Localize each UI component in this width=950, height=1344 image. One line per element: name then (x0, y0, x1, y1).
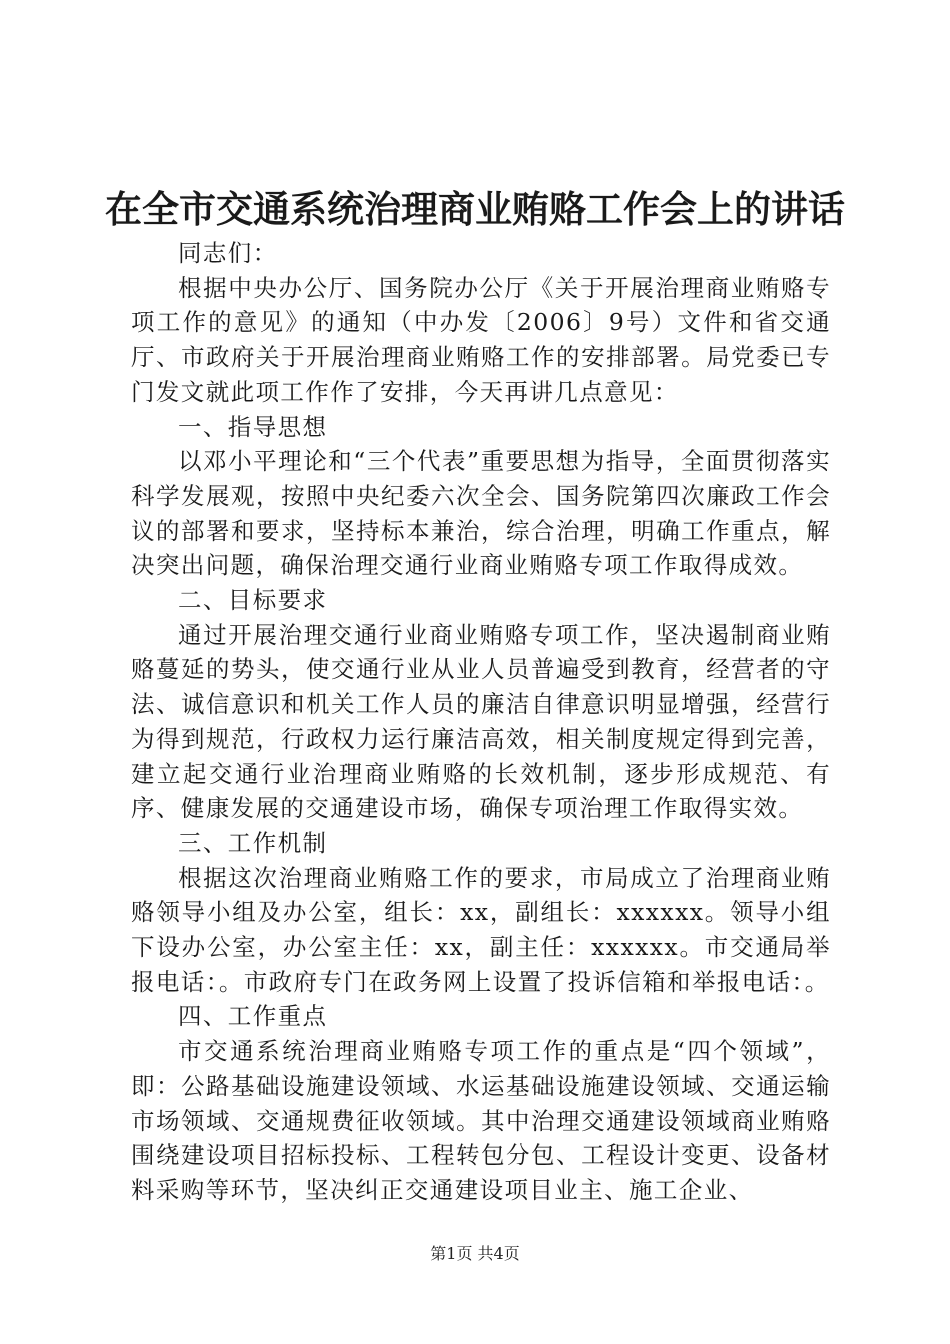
paragraph-mechanism: 根据这次治理商业贿赂工作的要求，市局成立了治理商业贿赂领导小组及办公室，组长：xx，副组长：xxxxxx。领导小组下设办公室，办公室主任：xx，副主任：xxxxxx。市交通局举报电话：。市政府专门在政务网上设置了投诉信箱和举报电话：。 (131, 863, 831, 996)
paragraph-goals: 通过开展治理交通行业商业贿赂专项工作，坚决遏制商业贿赂蔓延的势头，使交通行业从业人员普遍受到教育，经营者的守法、诚信意识和机关工作人员的廉洁自律意识明显增强，经营行为得到规范，行政权力运行廉洁高效，相关制度规定得到完善，建立起交通行业治理商业贿赂的长效机制，逐步形成规范、有序、健康发展的交通建设市场，确保专项治理工作取得实效。 (131, 620, 831, 823)
section-heading-1: 一、指导思想 (178, 412, 328, 441)
section-heading-3: 三、工作机制 (178, 828, 328, 857)
paragraph-key-points: 市交通系统治理商业贿赂专项工作的重点是“四个领域”，即：公路基础设施建设领域、水运基础设施建设领域、交通运输市场领域、交通规费征收领域。其中治理交通建设领域商业贿赂围绕建设项目招标投标、工程转包分包、工程设计变更、设备材料采购等环节，坚决纠正交通建设项目业主、施工企业、 (131, 1037, 831, 1204)
paragraph-intro: 根据中央办公厅、国务院办公厅《关于开展治理商业贿赂专项工作的意见》的通知（中办发〔2006〕9号）文件和省交通厅、市政府关于开展治理商业贿赂工作的安排部署。局党委已专门发文就此项工作作了安排，今天再讲几点意见： (131, 273, 831, 406)
page-footer: 第1页 共4页 (430, 1244, 520, 1263)
document-title: 在全市交通系统治理商业贿赂工作会上的讲话 (105, 187, 845, 231)
paragraph-guiding-thought: 以邓小平理论和“三个代表”重要思想为指导，全面贯彻落实科学发展观，按照中央纪委六次全会、国务院第四次廉政工作会议的部署和要求，坚持标本兼治，综合治理，明确工作重点，解决突出问题，确保治理交通行业商业贿赂专项工作取得成效。 (131, 447, 831, 580)
document-body (131, 236, 831, 1208)
salutation: 同志们： (178, 239, 278, 267)
section-heading-4: 四、工作重点 (178, 1002, 328, 1031)
section-heading-2: 二、目标要求 (178, 586, 328, 615)
